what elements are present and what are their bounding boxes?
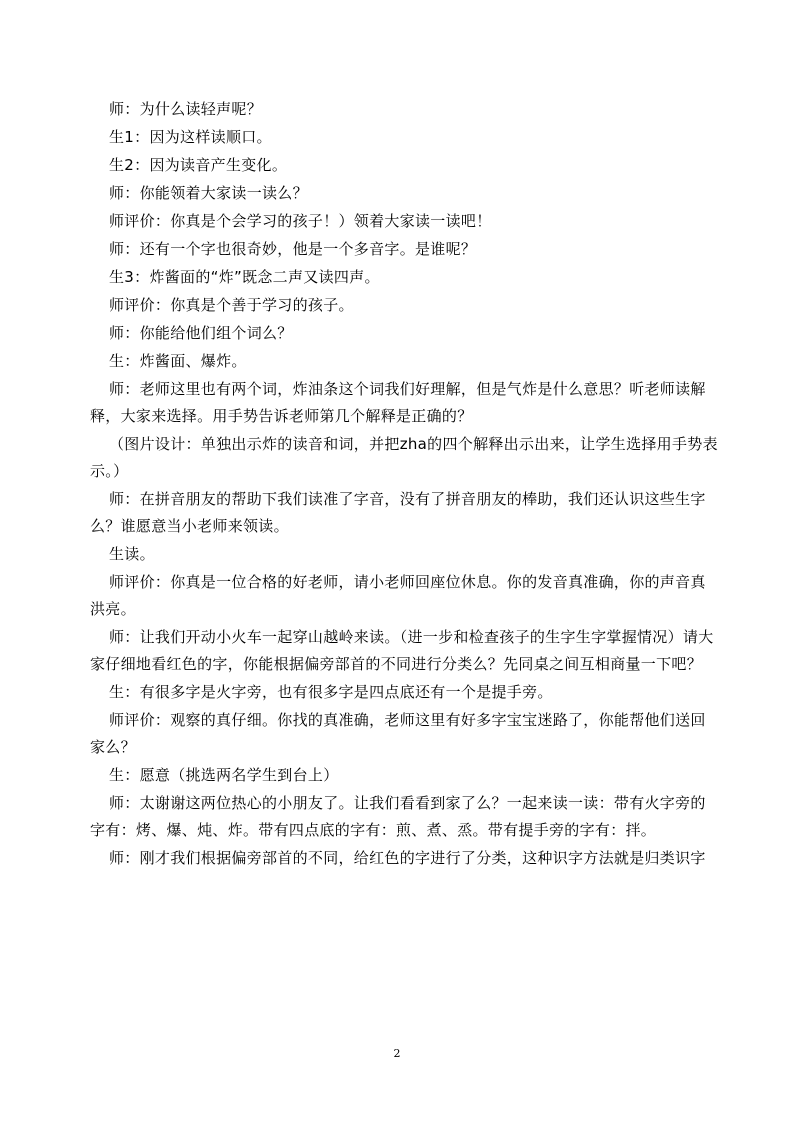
paragraph-7: 生3：炸酱面的“炸”既念二声又读四声。 xyxy=(109,268,380,286)
paragraph-15: 师评价：你真是一位合格的好老师，请小老师回座位休息。你的发音真准确，你的声音真洪亮。 xyxy=(90,573,706,618)
paragraph-16: 师：让我们开动小火车一起穿山越岭来读。（进一步和检查孩子的生字生字掌握情况）请大家仔细地看红色的字，你能根据偏旁部首的不同进行分类么？先同桌之间互相商量一下吧？ xyxy=(90,628,714,673)
page-number: 2 xyxy=(393,1047,401,1060)
paragraph-18: 师评价：观察的真仔细。你找的真准确，老师这里有好多字宝宝迷路了，你能帮他们送回家么？ xyxy=(90,711,706,756)
paragraph-20: 师：太谢谢这两位热心的小朋友了。让我们看看到家了么？一起来读一读：带有火字旁的字有：烤、爆、炖、炸。带有四点底的字有：煎、煮、烝。带有提手旁的字有：拌。 xyxy=(90,794,706,839)
paragraph-3: 生2：因为读音产生变化。 xyxy=(109,156,288,174)
paragraph-17: 生：有很多字是火字旁，也有很多字是四点底还有一个是提手旁。 xyxy=(109,683,553,701)
paragraph-19: 生：愿意（挑选两名学生到台上） xyxy=(109,766,339,784)
paragraph-21: 师：刚才我们根据偏旁部首的不同，给红色的字进行了分类，这种识字方法就是归类识字 xyxy=(109,849,706,867)
paragraph-5: 师评价：你真是个会学习的孩子！）领着大家读一读吧！ xyxy=(109,212,492,230)
paragraph-9: 师：你能给他们组个词么？ xyxy=(109,324,293,342)
paragraph-14: 生读。 xyxy=(109,545,155,563)
paragraph-6: 师：还有一个字也很奇妙，他是一个多音字。是谁呢？ xyxy=(109,240,477,258)
paragraph-10: 生：炸酱面、爆炸。 xyxy=(109,352,247,370)
paragraph-1: 师：为什么读轻声呢？ xyxy=(109,100,263,118)
paragraph-8: 师评价：你真是个善于学习的孩子。 xyxy=(109,296,354,314)
paragraph-13: 师：在拼音朋友的帮助下我们读准了字音，没有了拼音朋友的棒助，我们还认识这些生字么？谁愿意当小老师来领读。 xyxy=(90,490,706,535)
paragraph-11: 师：老师这里也有两个词，炸油条这个词我们好理解，但是气炸是什么意思？听老师读解释，大家来选择。用手势告诉老师第几个解释是正确的？ xyxy=(90,380,706,425)
document-body xyxy=(90,96,720,873)
paragraph-12: （图片设计：单独出示炸的读音和词，并把zha的四个解释出示出来，让学生选择用手势表示。） xyxy=(90,435,718,480)
paragraph-4: 师：你能领着大家读一读么？ xyxy=(109,184,308,202)
paragraph-2: 生1：因为这样读顺口。 xyxy=(109,128,272,146)
